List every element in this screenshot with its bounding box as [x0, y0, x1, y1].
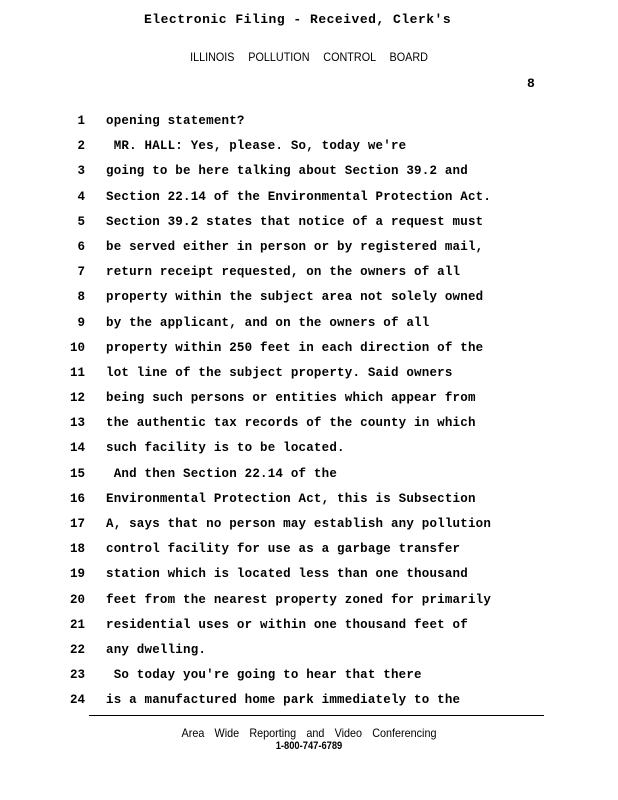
line-number: 18 — [69, 542, 85, 557]
line-text: Environmental Protection Act, this is Subsection — [106, 491, 476, 506]
line-number: 16 — [69, 491, 85, 506]
line-number: 6 — [77, 239, 85, 254]
line-number: 12 — [69, 391, 85, 406]
line-number: 20 — [69, 592, 85, 607]
transcript-line — [0, 136, 618, 161]
line-text: residential uses or within one thousand feet of — [106, 617, 468, 632]
line-text: property within 250 feet in each direction of the — [106, 340, 484, 355]
transcript-line — [0, 564, 618, 589]
line-text: control facility for use as a garbage transfer — [106, 542, 461, 557]
line-number: 8 — [77, 290, 85, 305]
line-text: lot line of the subject property. Said owners — [106, 365, 453, 380]
line-number: 22 — [69, 642, 85, 657]
line-text: opening statement? — [106, 114, 245, 128]
page-number: 8 — [527, 76, 535, 91]
transcript-line — [0, 287, 618, 312]
line-text: the authentic tax records of the county in which — [106, 416, 476, 431]
line-number: 17 — [69, 517, 85, 531]
line-number: 14 — [69, 441, 85, 456]
board-title: ILLINOIS POLLUTION CONTROL BOARD — [190, 50, 428, 64]
line-number: 21 — [69, 617, 85, 632]
transcript-line — [0, 640, 618, 665]
transcript-line — [0, 388, 618, 413]
line-text: any dwelling. — [106, 642, 207, 657]
line-text: Section 39.2 states that notice of a request must — [106, 214, 484, 229]
line-text: is a manufactured home park immediately to the — [106, 693, 461, 708]
transcript-line — [0, 111, 618, 136]
transcript-line — [0, 313, 618, 338]
line-number: 23 — [69, 668, 85, 683]
line-text: going to be here talking about Section 39.2 and — [106, 164, 468, 179]
line-number: 13 — [69, 416, 85, 431]
line-text: And then Section 22.14 of the — [106, 466, 338, 481]
transcript-body — [0, 111, 618, 716]
transcript-line — [0, 338, 618, 363]
transcript-line — [0, 237, 618, 262]
transcript-line — [0, 539, 618, 564]
line-text: by the applicant, and on the owners of all — [106, 315, 430, 330]
line-number: 7 — [77, 265, 85, 280]
transcript-line — [0, 161, 618, 186]
line-number: 5 — [77, 214, 85, 229]
footer-company: Area Wide Reporting and Video Conferencing — [181, 726, 437, 740]
line-text: MR. HALL: Yes, please. So, today we're — [106, 139, 407, 154]
transcript-line — [0, 615, 618, 640]
transcript-line — [0, 590, 618, 615]
line-number: 3 — [77, 164, 85, 179]
transcript-line — [0, 438, 618, 463]
line-number: 15 — [69, 466, 85, 481]
transcript-line — [0, 464, 618, 489]
line-text: Section 22.14 of the Environmental Protection Act. — [106, 189, 492, 204]
line-text: A, says that no person may establish any pollution — [106, 517, 492, 531]
line-number: 4 — [77, 189, 85, 204]
transcript-line — [0, 413, 618, 438]
line-number: 9 — [77, 315, 85, 330]
footer-divider — [89, 715, 544, 716]
transcript-line — [0, 187, 618, 212]
line-number: 24 — [69, 693, 85, 708]
line-text: return receipt requested, on the owners of all — [106, 265, 461, 280]
line-text: being such persons or entities which appear from — [106, 391, 476, 406]
line-number: 10 — [69, 340, 85, 355]
line-text: So today you're going to hear that there — [106, 668, 422, 683]
transcript-line — [0, 212, 618, 237]
line-number: 2 — [77, 139, 85, 154]
transcript-line — [0, 514, 618, 539]
transcript-line — [0, 690, 618, 715]
line-text: be served either in person or by registered mail, — [106, 239, 484, 254]
line-number: 1 — [77, 114, 85, 128]
line-text: property within the subject area not solely owned — [106, 290, 484, 305]
transcript-line — [0, 363, 618, 388]
line-number: 11 — [69, 365, 85, 380]
transcript-line — [0, 489, 618, 514]
line-number: 19 — [69, 567, 85, 582]
transcript-line — [0, 665, 618, 690]
line-text: feet from the nearest property zoned for primarily — [106, 592, 492, 607]
footer-phone: 1-800-747-6789 — [275, 740, 343, 752]
transcript-line — [0, 262, 618, 287]
header-clerk-label: Electronic Filing - Received, Clerk's — [144, 12, 452, 27]
line-text: station which is located less than one thousand — [106, 567, 468, 582]
line-text: such facility is to be located. — [106, 441, 345, 456]
